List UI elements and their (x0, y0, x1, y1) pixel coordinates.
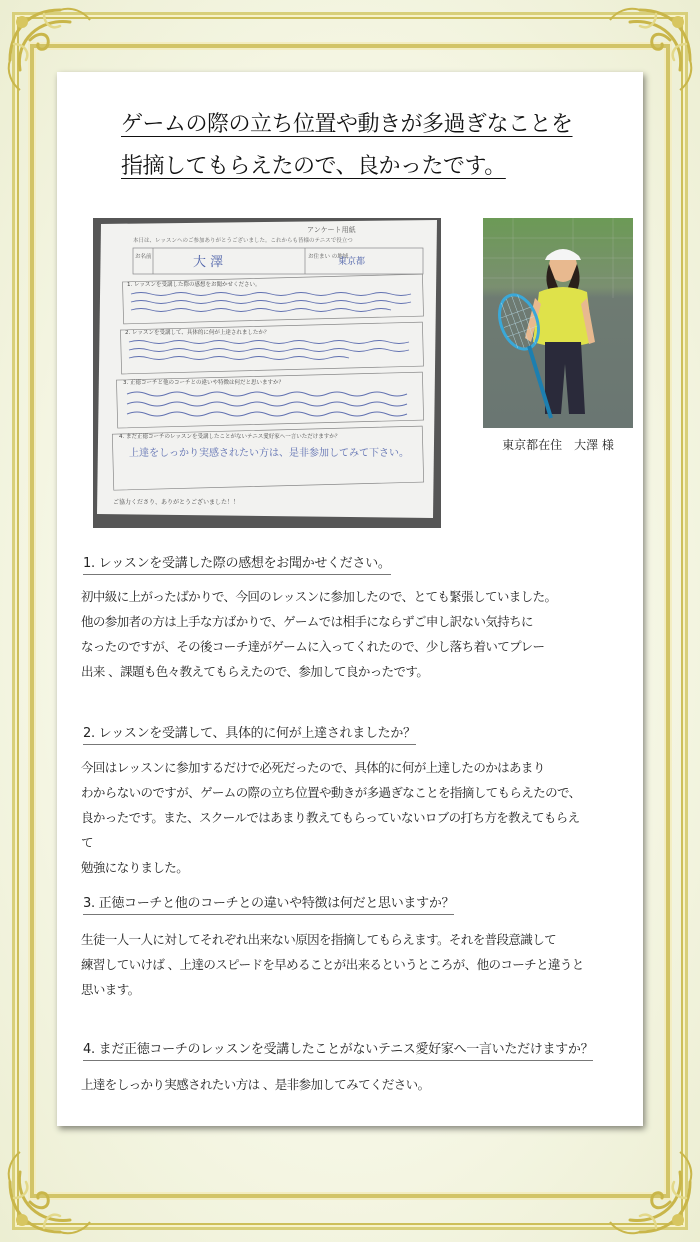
answer-2-line: わからないのですが、ゲームの際の立ち位置や動きが多過ぎなことを指摘してもらえたので、 (81, 785, 581, 800)
answer-1-line: 初中級に上がったばかりで、今回のレッスンに参加したので、とても緊張していました。 (81, 589, 557, 604)
testimonial-panel (57, 72, 643, 1126)
answer-3-line: 思います。 (81, 982, 140, 997)
survey-q3: 3. 正徳コーチと他のコーチとの違いや特徴は何だと思いますか？ (123, 380, 284, 386)
question-3: 3. 正徳コーチと他のコーチとの違いや特徴は何だと思いますか？ (83, 892, 454, 915)
answer-2-line: 勉強になりました。 (81, 860, 189, 875)
survey-q2: 2. レッスンを受講して、具体的に何が上達されましたか？ (125, 330, 270, 336)
question-2: 2. レッスンを受講して、具体的に何が上達されましたか？ (83, 722, 416, 745)
ornament-corner-bottom-left (0, 1132, 110, 1242)
answer-3-line: 練習していけば 、上達のスピードを早めることが出来るというところが、他のコーチと違うと (81, 957, 584, 972)
answer-3-line: 生徒一人一人に対してそれぞれ出来ない原因を指摘してもらえます。それを普段意識して (81, 932, 557, 947)
survey-q4-answer: 上達をしっかり実感されたい方は、是非参加してみて下さい。 (129, 448, 409, 459)
answer-2-line: 良かったです。また、スクールではあまり教えてもらっていないロブの打ち方を教えてもらえて (81, 810, 580, 850)
survey-name-label: お名前 (135, 254, 152, 260)
answer-4 (81, 1072, 591, 1097)
survey-q4: 4. まだ正徳コーチのレッスンを受講したことがないテニス愛好家へ一言いただけますか？ (119, 434, 341, 440)
photo-caption: 東京都在住 大澤 様 (502, 438, 614, 452)
answer-4-line: 上達をしっかり実感されたい方は 、是非参加してみてください。 (81, 1077, 430, 1092)
survey-sheet-image (93, 218, 441, 528)
survey-thanks: ご協力くださり、ありがとうございました！！ (113, 499, 240, 506)
answer-3 (81, 927, 591, 1002)
answer-1 (81, 584, 591, 684)
headline (121, 104, 601, 188)
answer-2 (81, 755, 591, 880)
survey-name-value: 大 澤 (193, 255, 224, 270)
answer-1-line: なったのですが、その後コーチ達がゲームに入ってくれたので、少し落ち着いてプレー (81, 639, 545, 654)
survey-area-value: 東京都 (338, 257, 366, 267)
question-1: 1. レッスンを受講した際の感想をお聞かせください。 (83, 552, 391, 575)
question-4: 4. まだ正徳コーチのレッスンを受講したことがないテニス愛好家へ一言いただけますか？ (83, 1038, 593, 1061)
answer-2-line: 今回はレッスンに参加するだけで必死だったので、具体的に何が上達したのかはあまり (81, 760, 545, 775)
ornament-corner-bottom-right (590, 1132, 700, 1242)
headline-line-1: ゲームの際の立ち位置や動きが多過ぎなことを (121, 112, 573, 137)
survey-area-label: お住まい の地域 (308, 254, 349, 260)
answer-1-line: 出来 、課題も色々教えてもらえたので、参加して良かったです。 (81, 664, 429, 679)
survey-title: アンケート用紙 (307, 226, 356, 234)
survey-intro: 本日は、レッスンへのご参加ありがとうございました。これからも皆様のテニスで役立つ (133, 238, 353, 244)
answer-1-line: 他の参加者の方は上手な方ばかりで、ゲームでは相手にならずご申し訳ない気持ちに (81, 614, 533, 629)
survey-q1: 1. レッスンを受講した際の感想をお聞かせください。 (127, 282, 261, 288)
respondent-photo (483, 218, 633, 428)
headline-line-2: 指摘してもらえたので、良かったです。 (121, 154, 506, 179)
